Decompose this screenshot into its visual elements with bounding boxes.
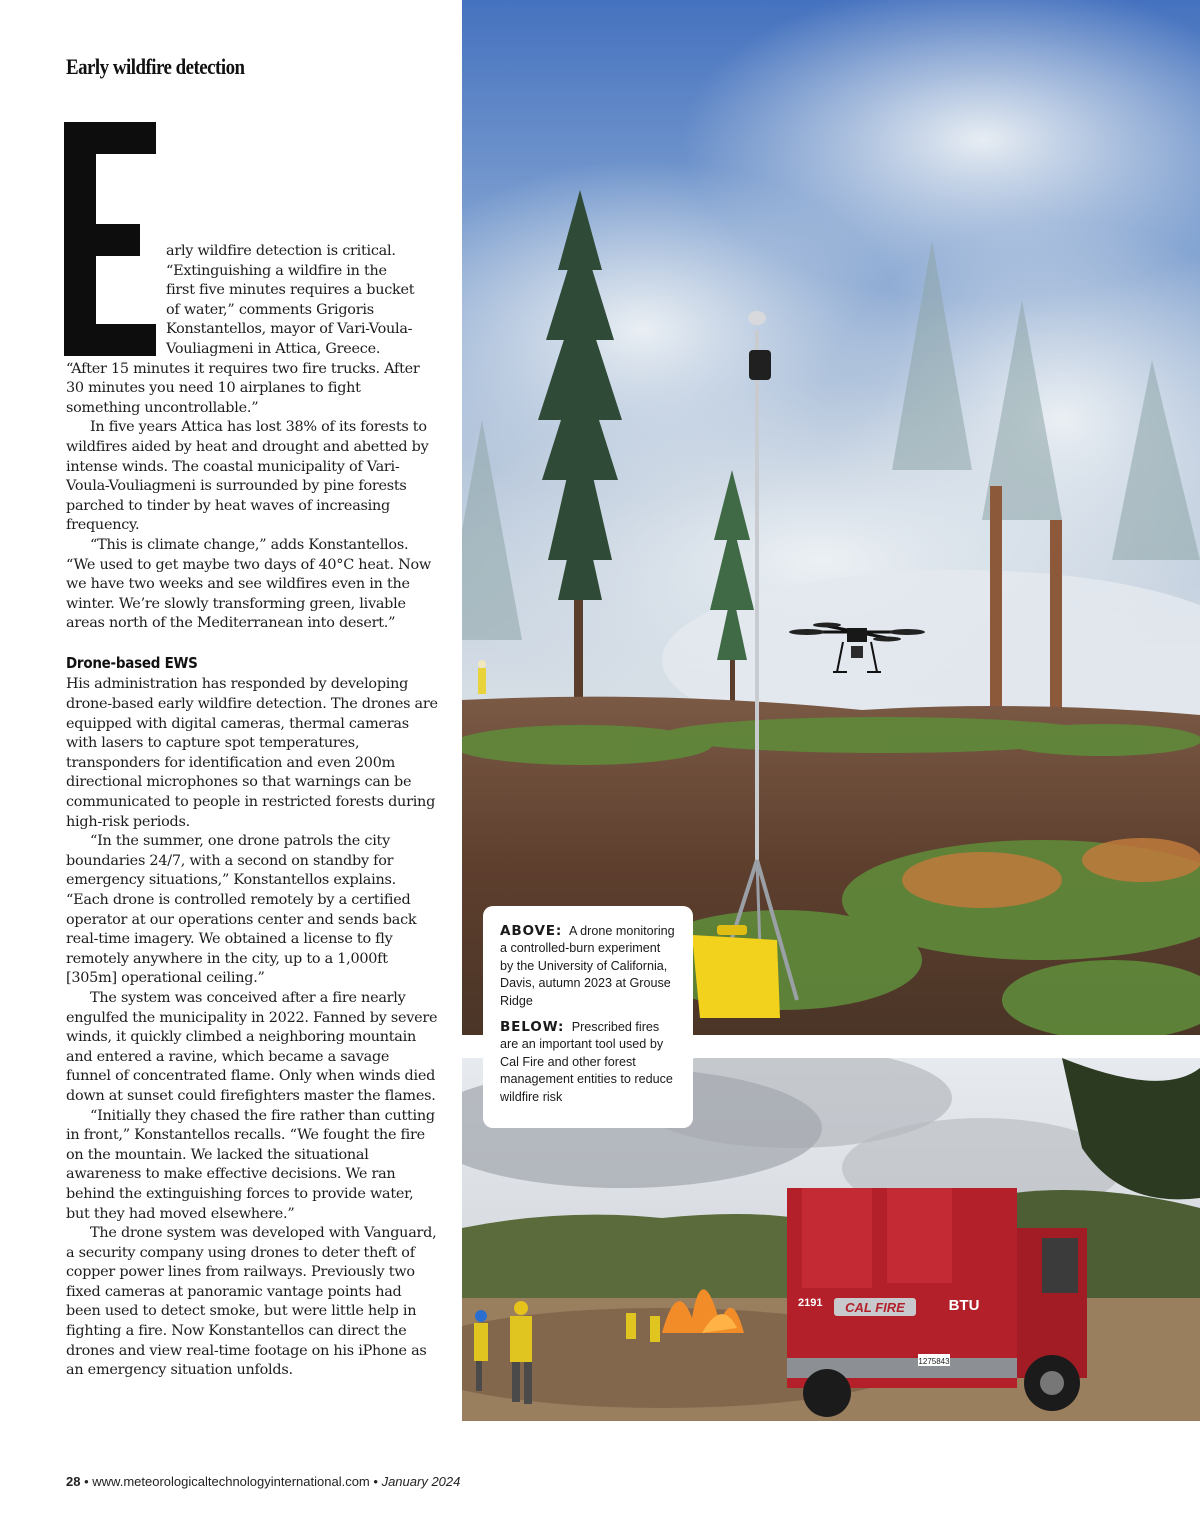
footer-website: www.meteorologicaltechnologyinternational.com	[92, 1474, 370, 1489]
subheading: Drone-based EWS	[66, 653, 198, 672]
body-paragraph: In five years Attica has lost 38% of its forests to wildfires aided by heat and drought and abetted by intense winds. The coastal municipality of Vari-Voula-Vouliagmeni is surrounded by pine forests parched to tinder by heat waves of increasing frequency.	[66, 419, 429, 534]
truck-unit-number: 2191	[798, 1297, 823, 1309]
body-paragraph: His administration has responded by developing drone-based early wildfire detection. The drones are equipped with digital cameras, thermal cameras with lasers to capture spot temperatures, transponders for identification and even 200m directional microphones so that warnings can be communicated to people in restricted forests during high-risk periods.	[66, 676, 438, 830]
lead-line: of water,” comments Grigoris	[166, 301, 374, 318]
lead-line: first five minutes requires a bucket	[166, 282, 415, 299]
body-paragraph: “In the summer, one drone patrols the city boundaries 24/7, with a second on standby for emergency situations,” Konstantellos explains. “Each drone is controlled remotely by a certified operator at our operations center and sends back real-time imagery. We obtained a license to fly remotely anywhere in the city, up to a 1,000ft [305m] operational ceiling.”	[66, 833, 417, 987]
photo-caption-box	[483, 906, 693, 1128]
caption-below-label: BELOW:	[500, 1019, 565, 1036]
footer-separator: •	[373, 1474, 378, 1489]
drone-photo	[462, 0, 1200, 1035]
truck-door-text: CAL FIRE	[845, 1300, 905, 1315]
section-title: Early wildfire detection	[66, 54, 245, 79]
lead-line: “Extinguishing a wildfire in the	[166, 262, 387, 279]
footer-separator: •	[84, 1474, 89, 1489]
lead-paragraph-continued: “After 15 minutes it requires two fire trucks. After 30 minutes you need 10 airplanes to fight something uncontrollable.”	[66, 360, 420, 416]
body-paragraph: “Initially they chased the fire rather than cutting in front,” Konstantellos recalls. “We fought the fire on the mountain. We lacked the situational awareness to make effective decisions. We ran behind the extinguishing forces to provide water, but they had moved elsewhere.”	[66, 1107, 435, 1222]
body-paragraph: The system was conceived after a fire nearly engulfed the municipality in 2022. Fanned by severe winds, it quickly climbed a neighboring mountain and entered a ravine, which became a savage funnel of concentrated flame. Only when winds died down at sunset could firefighters master the flames.	[66, 989, 438, 1104]
lead-line: Vouliagmeni in Attica, Greece.	[166, 340, 381, 357]
caption-above-label: ABOVE:	[500, 923, 563, 939]
caption-below	[500, 1019, 677, 1106]
lead-line: arly wildfire detection is critical.	[166, 243, 396, 259]
caption-above-text: A drone monitoring a controlled-burn experiment by the University of California, Davis, autumn 2023 at Grouse Ridge	[500, 924, 675, 1008]
truck-plate: 1275843	[918, 1357, 950, 1366]
caption-below-text: Prescribed fires are an important tool used by Cal Fire and other forest management entities to reduce wildfire risk	[500, 1020, 673, 1104]
caption-above	[500, 923, 677, 1010]
lead-paragraph	[66, 242, 438, 360]
body-paragraph: “This is climate change,” adds Konstantellos. “We used to get maybe two days of 40°C heat. Now we have two weeks and see wildfires even in the winter. We’re slowly transforming green, livable areas north of the Mediterranean into desert.”	[66, 536, 431, 632]
page-footer	[66, 1474, 460, 1489]
article-body	[66, 242, 438, 1381]
page-number: 28	[66, 1474, 81, 1489]
body-paragraph: The drone system was developed with Vanguard, a security company using drones to deter theft of copper power lines from railways. Previously two fixed cameras at panoramic vantage points had been used to detect smoke, but were little help in fighting a fire. Now Konstantellos can direct the drones and view real-time footage on his iPhone as an emergency situation unfolds.	[66, 1225, 437, 1379]
truck-panel-text: BTU	[948, 1297, 980, 1314]
lead-line: Konstantellos, mayor of Vari-Voula-	[166, 321, 413, 338]
footer-date: January 2024	[381, 1474, 461, 1489]
